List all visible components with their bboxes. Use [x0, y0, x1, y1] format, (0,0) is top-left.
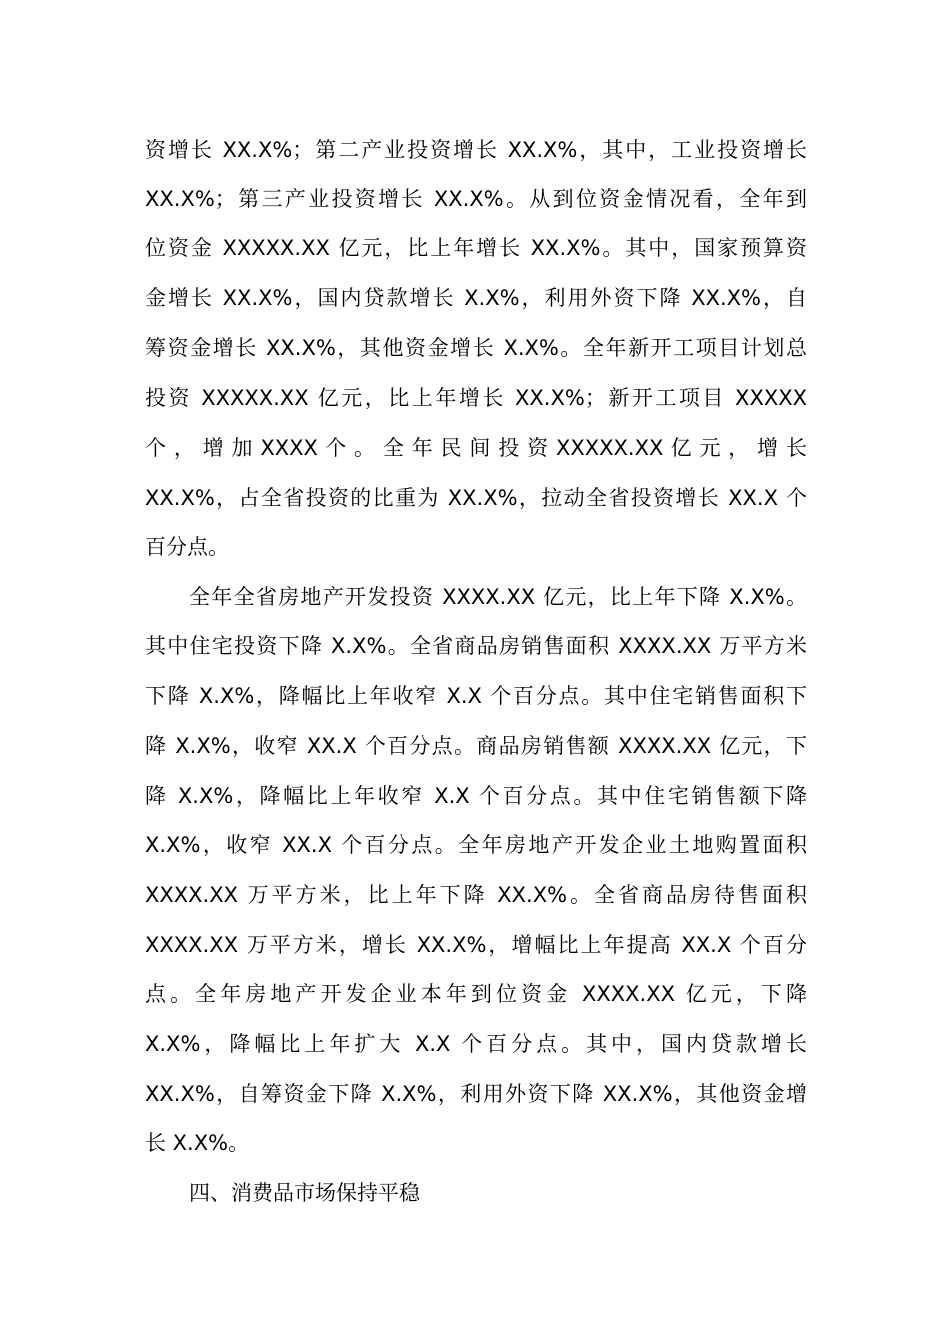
text-line: XX.X%，占全省投资的比重为 XX.X%，拉动全省投资增长 XX.X 个 — [145, 486, 807, 510]
text-line: 长 X.X%。 — [145, 1131, 250, 1155]
text-line: 其中住宅投资下降 X.X%。全省商品房销售面积 XXXX.XX 万平方米 — [145, 634, 807, 658]
section-heading: 四、消费品市场保持平稳 — [189, 1181, 420, 1205]
text-line: 个 ， 增 加 XXXX 个 。 全 年 民 间 投 资 XXXXX.XX 亿 元 ， 增 长 — [145, 436, 807, 460]
text-line: XXXX.XX 万平方米，增长 XX.X%，增幅比上年提高 XX.X 个百分 — [145, 933, 807, 957]
text-line: 降 X.X%，收窄 XX.X 个百分点。商品房销售额 XXXX.XX 亿元，下 — [145, 734, 807, 758]
text-line: X.X%，收窄 XX.X 个百分点。全年房地产开发企业土地购置面积 — [145, 833, 807, 857]
text-line: XX.X%，自筹资金下降 X.X%，利用外资下降 XX.X%，其他资金增 — [145, 1082, 807, 1106]
text-line: 位资金 XXXXX.XX 亿元，比上年增长 XX.X%。其中，国家预算资 — [145, 236, 807, 260]
text-line: XX.X%；第三产业投资增长 XX.X%。从到位资金情况看，全年到 — [145, 187, 807, 211]
text-line: XXXX.XX 万平方米，比上年下降 XX.X%。全省商品房待售面积 — [145, 883, 807, 907]
text-line: 下降 X.X%，降幅比上年收窄 X.X 个百分点。其中住宅销售面积下 — [145, 684, 807, 708]
text-line: 投资 XXXXX.XX 亿元，比上年增长 XX.X%；新开工项目 XXXXX — [145, 386, 807, 410]
text-line: 百分点。 — [145, 535, 229, 559]
text-line: 金增长 XX.X%，国内贷款增长 X.X%，利用外资下降 XX.X%，自 — [145, 286, 807, 310]
paragraph-first-line: 全年全省房地产开发投资 XXXX.XX 亿元，比上年下降 X.X%。 — [189, 585, 807, 609]
text-line: X.X%，降幅比上年扩大 X.X 个百分点。其中，国内贷款增长 — [145, 1032, 807, 1056]
text-line: 降 X.X%，降幅比上年收窄 X.X 个百分点。其中住宅销售额下降 — [145, 784, 807, 808]
text-line: 资增长 XX.X%；第二产业投资增长 XX.X%，其中，工业投资增长 — [145, 138, 807, 162]
text-line: 筹资金增长 XX.X%，其他资金增长 X.X%。全年新开工项目计划总 — [145, 336, 807, 360]
text-line: 点。全年房地产开发企业本年到位资金 XXXX.XX 亿元，下降 — [145, 982, 807, 1006]
